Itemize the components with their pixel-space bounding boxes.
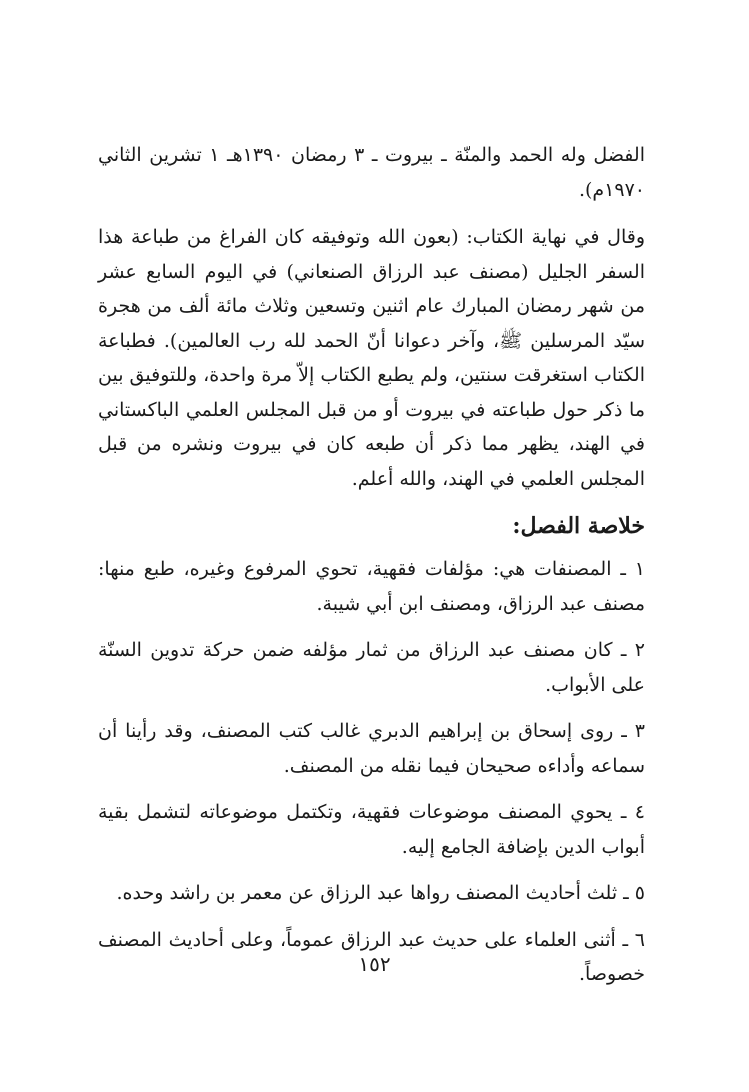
summary-item-5: ٥ ـ ثلث أحاديث المصنف رواها عبد الرزاق عن معمر بن راشد وحده. <box>116 882 645 904</box>
summary-heading: خلاصة الفصل: <box>512 513 645 539</box>
summary-list <box>98 552 645 992</box>
summary-item-4: ٤ ـ يحوي المصنف موضوعات فقهية، وتكتمل موضوعاته لتشمل بقية أبواب الدين بإضافة الجامع إليه. <box>98 801 645 858</box>
page-body <box>98 138 645 1004</box>
summary-item-3: ٣ ـ روى إسحاق بن إبراهيم الدبري غالب كتب المصنف، وقد رأينا أن سماعه وأداءه صحيحان فيما نقله من المصنف. <box>98 720 645 777</box>
summary-item-2: ٢ ـ كان مصنف عبد الرزاق من ثمار مؤلفه ضمن حركة تدوين السنّة على الأبواب. <box>98 639 645 696</box>
intro-paragraph: الفضل وله الحمد والمنّة ـ بيروت ـ ٣ رمضان ١٣٩٠هـ ١ تشرين الثاني ١٩٧٠م). <box>98 144 645 201</box>
summary-item-1: ١ ـ المصنفات هي: مؤلفات فقهية، تحوي المرفوع وغيره، طبع منها: مصنف عبد الرزاق، ومصنف ابن أبي شيبة. <box>98 558 645 615</box>
closing-quote-paragraph: وقال في نهاية الكتاب: (بعون الله وتوفيقه كان الفراغ من طباعة هذا السفر الجليل (مصنف عبد الرزاق الصنعاني) في اليوم السابع عشر من شهر رمضان المبارك عام اثنين وتسعين وثلاث مائة ألف من هجرة سيّد المرسلين ﷺ، وآخر دعوانا أنّ الحمد لله رب العالمين). فطباعة الكتاب استغرقت سنتين، ولم يطبع الكتاب إلاّ مرة واحدة، وللتوفيق بين ما ذكر حول طباعته في بيروت أو من قبل المجلس العلمي الباكستاني في الهند، يظهر مما ذكر أن طبعه كان في بيروت ونشره من قبل المجلس العلمي في الهند، والله أعلم. <box>98 226 645 490</box>
page-number: ١٥٢ <box>358 952 391 976</box>
summary-item-6: ٦ ـ أثنى العلماء على حديث عبد الرزاق عموماً، وعلى أحاديث المصنف خصوصاً. <box>98 928 645 985</box>
